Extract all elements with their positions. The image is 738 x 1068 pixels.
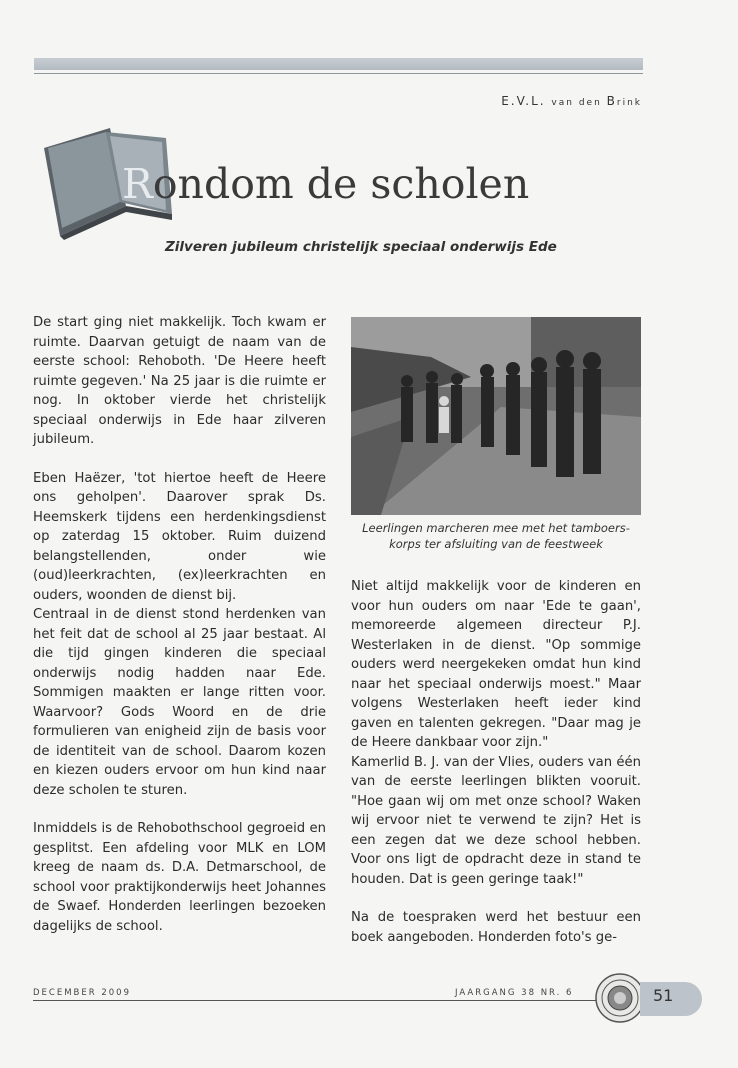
seal-icon (594, 972, 646, 1024)
footer-date: DECEMBER 2009 (33, 988, 131, 998)
paragraph: Eben Haëzer, 'tot hiertoe heeft de Heere ons geholpen'. Daarover sprak Ds. Heemskerk tijdens een herdenkingsdienst op zaterdag 15 oktober. Ruim duizend belangstellenden, onder wie (oud)leerkrachten, (ex)leerkrachten en ouders, woonden de dienst bij. (33, 470, 326, 603)
paragraph: Inmiddels is de Rehobothschool gegroeid en gesplitst. Een afdeling voor MLK en LOM kreeg de naam ds. D.A. Detmarschool, de school voor praktijkonderwijs heet Johannes de Swaef. Honderden leerlingen bezoeken dagelijks de school. (33, 821, 326, 934)
author-rink: rink (616, 98, 642, 108)
footer-issue: JAARGANG 38 NR. 6 (455, 988, 574, 998)
paragraph: Niet altijd makkelijk voor de kinderen en voor hun ouders om naar 'Ede te gaan', memoreerde algemeen directeur P.J. Westerlaken in de dienst. "Op sommige ouders werd neergekeken omdat hun kind naar het speciaal onderwijs moest." Maar volgens Westerlaken heeft ieder kind gaven en talenten gekregen. "Daar mag je de Heere dankbaar voor zijn." (351, 579, 641, 750)
author-byline (501, 94, 642, 108)
author-van-den: van den (551, 98, 607, 108)
header-bar (34, 58, 643, 70)
paragraph: Na de toespraken werd het bestuur een boek aangeboden. Honderden foto's ge- (351, 910, 641, 945)
title-initial: R (122, 160, 153, 208)
article-subtitle: Zilveren jubileum christelijk speciaal onderwijs Ede (165, 239, 557, 255)
author-initials: E.V.L. (501, 94, 552, 108)
paragraph: Centraal in de dienst stond herdenken van het feit dat de school al 25 jaar bestaat. Al die tijd gingen kinderen die speciaal onderwijs nodig hadden naar Ede. Sommigen maakten er lange ritten voor. Waarvoor? Gods Woord en de drie formulieren van enigheid zijn de basis voor de identiteit van de school. Daarom kozen en kiezen ouders ervoor om hun kind naar deze scholen te sturen. (33, 607, 326, 798)
parade-photo (351, 317, 641, 515)
page-number: 51 (653, 986, 674, 1005)
paragraph: De start ging niet makkelijk. Toch kwam er ruimte. Daarvan getuigt de naam van de eerste school: Rehoboth. 'De Heere heeft ruimte gegeven.' Na 25 jaar is die ruimte er nog. In oktober vierde het christelijk speciaal onderwijs in Ede haar zilveren jubileum. (33, 315, 326, 447)
photo-caption: Leerlingen marcheren mee met het tamboers-korps ter afsluiting van de feestweek (362, 521, 630, 551)
footer-rule (33, 1000, 598, 1001)
header-rule (34, 73, 643, 74)
author-b: B (606, 94, 617, 108)
left-column (33, 313, 326, 955)
article-title (122, 160, 529, 208)
paragraph: Kamerlid B. J. van der Vlies, ouders van één van de eerste leerlingen blikten vooruit. "Hoe gaan wij om met onze school? Waken wij ervoor niet te verwend te zijn? Het is een zegen dat we deze school hebben. Voor ons ligt de opdracht deze in stand te houden. Dat is geen geringe taak!" (351, 754, 641, 887)
right-column (351, 577, 641, 966)
title-rest: ondom de scholen (152, 160, 530, 208)
